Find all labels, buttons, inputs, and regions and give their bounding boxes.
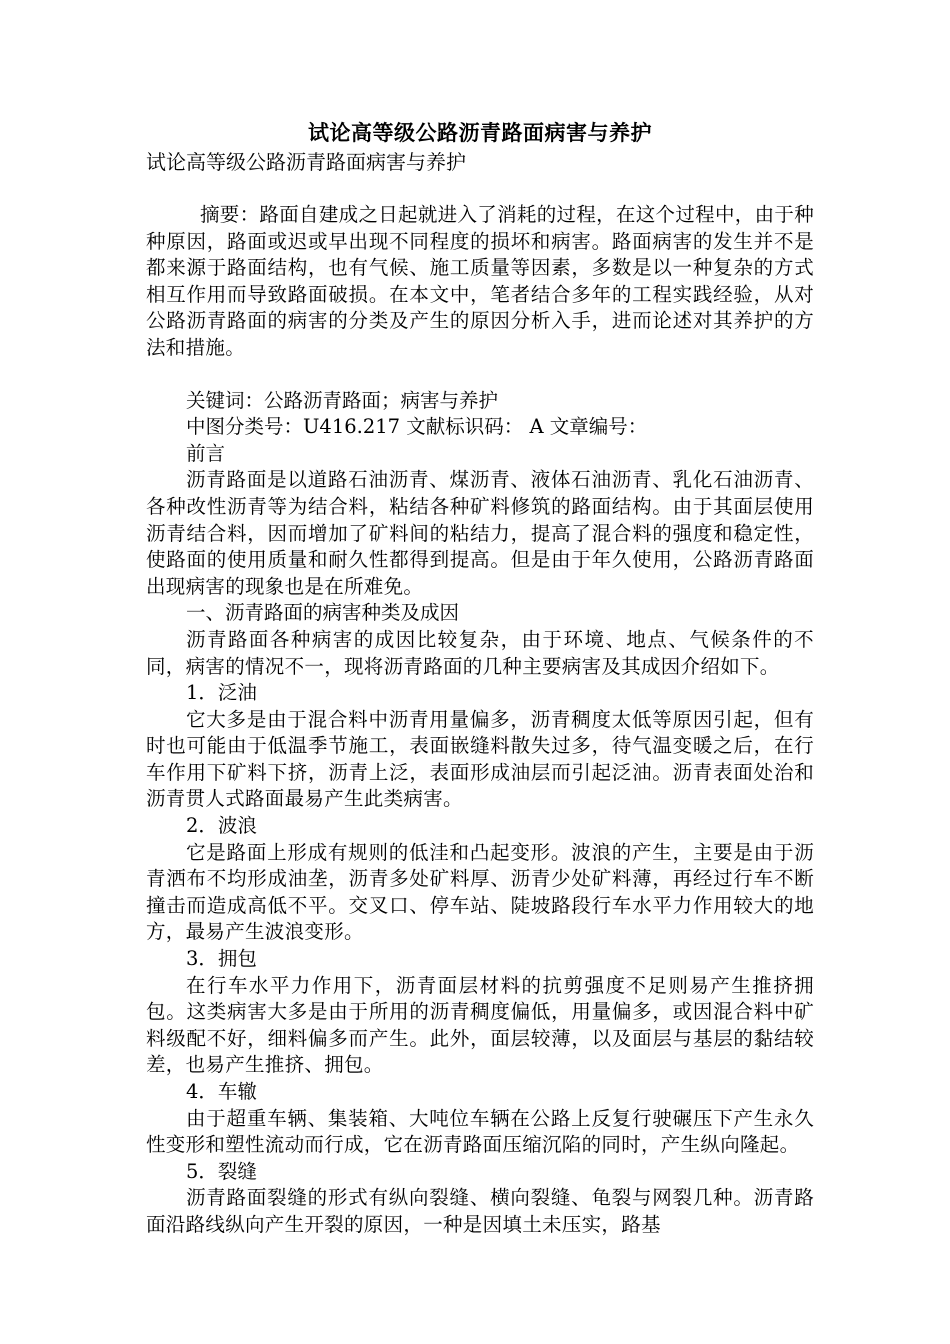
item-1-paragraph: 它大多是由于混合料中沥青用量偏多，沥青稠度太低等原因引起，但有时也可能由于低温季节施工，表面嵌缝料散失过多，待气温变暖之后，在行车作用下矿料下挤，沥青上泛，表面形成油层而引起泛油。沥青表面处治和沥青贯人式路面最易产生此类病害。 bbox=[146, 707, 814, 811]
item-3-heading: 3．拥包 bbox=[186, 947, 257, 971]
item-1-heading: 1．泛油 bbox=[186, 681, 257, 705]
abstract-paragraph: 摘要：路面自建成之日起就进入了消耗的过程，在这个过程中，由于种种原因，路面或迟或早出现不同程度的损坏和病害。路面病害的发生并不是都来源于路面结构，也有气候、施工质量等因素，多数是以一种复杂的方式相互作用而导致路面破损。在本文中，笔者结合多年的工程实践经验，从对公路沥青路面的病害的分类及产生的原因分析入手，进而论述对其养护的方法和措施。 bbox=[146, 203, 814, 359]
section-1-heading: 一、沥青路面的病害种类及成因 bbox=[186, 601, 460, 625]
spacer bbox=[146, 362, 814, 388]
item-3-paragraph: 在行车水平力作用下，沥青面层材料的抗剪强度不足则易产生推挤拥包。这类病害大多是由于所用的沥青稠度偏低，用量偏多，或因混合料中矿料级配不好，细料偏多而产生。此外，面层较薄，以及面层与基层的黏结较差，也易产生推挤、拥包。 bbox=[146, 973, 814, 1077]
item-4-heading: 4．车辙 bbox=[186, 1080, 257, 1103]
preface-paragraph: 沥青路面是以道路石油沥青、煤沥青、液体石油沥青、乳化石油沥青、各种改性沥青等为结合料，粘结各种矿料修筑的路面结构。由于其面层使用沥青结合料，因而增加了矿料间的粘结力，提高了混合料的强度和稳定性，使路面的使用质量和耐久性都得到提高。但是由于年久使用，公路沥青路面出现病害的现象也是在所难免。 bbox=[146, 468, 814, 598]
document-title: 试论高等级公路沥青路面病害与养护 bbox=[308, 120, 652, 145]
item-5-paragraph: 沥青路面裂缝的形式有纵向裂缝、横向裂缝、龟裂与网裂几种。沥青路面沿路线纵向产生开裂的原因，一种是因填土未压实，路基 bbox=[146, 1186, 814, 1236]
item-2-paragraph: 它是路面上形成有规则的低洼和凸起变形。波浪的产生，主要是由于沥青洒布不均形成油垄，沥青多处矿料厚、沥青少处矿料薄，再经过行车不断撞击而造成高低不平。交叉口、停车站、陡坡路段行车水平力作用较大的地方，最易产生波浪变形。 bbox=[146, 840, 814, 944]
item-2-heading: 2．波浪 bbox=[186, 814, 257, 838]
preface-heading: 前言 bbox=[186, 441, 226, 465]
section-1-intro: 沥青路面各种病害的成因比较复杂，由于环境、地点、气候条件的不同，病害的情况不一，现将沥青路面的几种主要病害及其成因介绍如下。 bbox=[146, 627, 814, 678]
document-subtitle: 试论高等级公路沥青路面病害与养护 bbox=[146, 150, 466, 174]
spacer bbox=[146, 176, 814, 202]
keywords-line: 关键词：公路沥青路面；病害与养护 bbox=[186, 388, 499, 412]
item-5-heading: 5．裂缝 bbox=[186, 1159, 257, 1183]
document-page bbox=[146, 118, 814, 1239]
classification-line: 中图分类号：U416.217 文献标识码： A 文章编号： bbox=[186, 415, 648, 439]
item-4-paragraph: 由于超重车辆、集装箱、大吨位车辆在公路上反复行驶碾压下产生永久性变形和塑性流动而行成，它在沥青路面压缩沉陷的同时，产生纵向隆起。 bbox=[146, 1106, 814, 1157]
